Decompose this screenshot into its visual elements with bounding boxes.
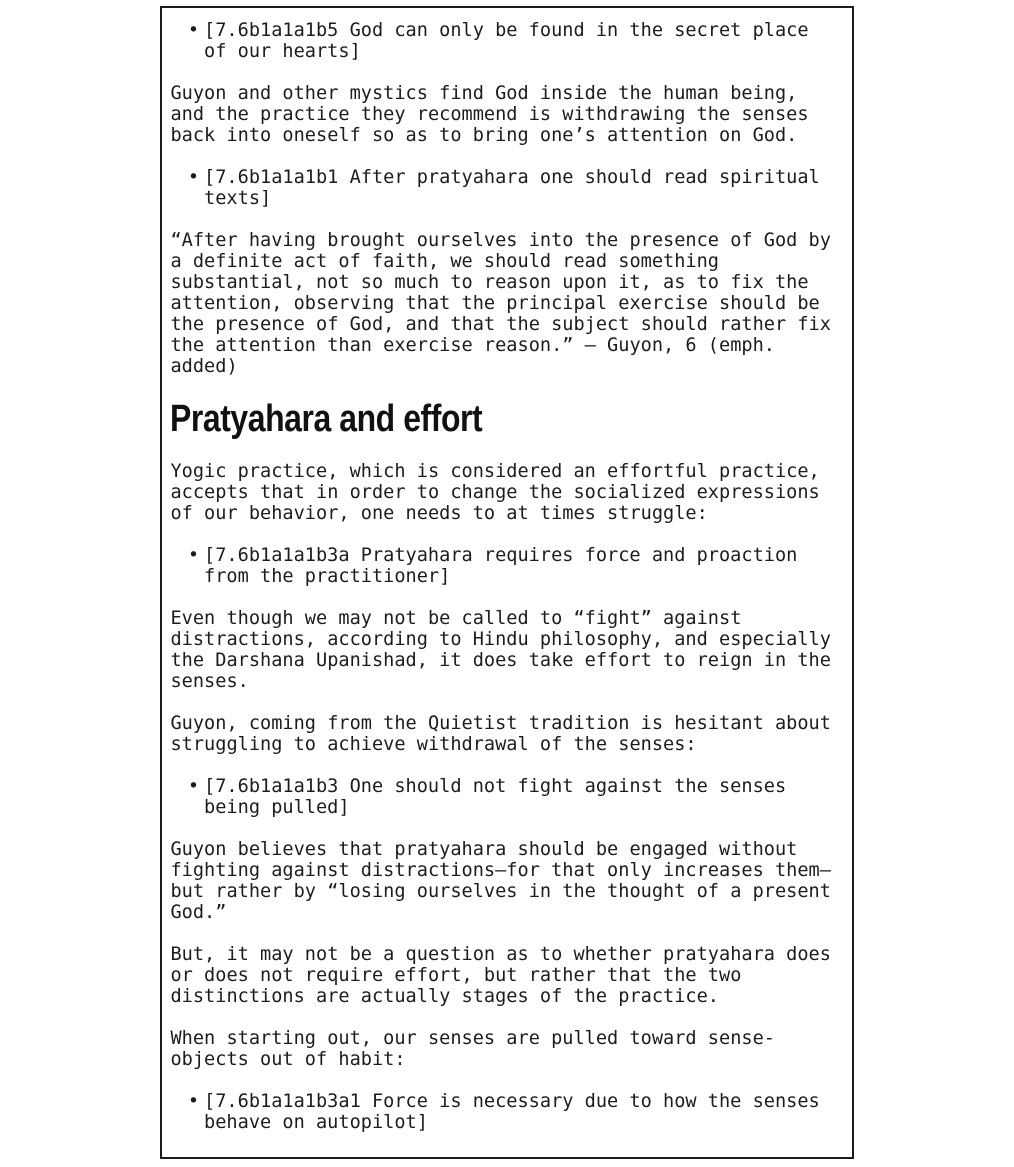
paragraph: Yogic practice, which is considered an effortful practice, accepts that in order to change the socialized expressions of our behavior, one needs to at times struggle:	[170, 461, 820, 524]
paragraph: Guyon, coming from the Quietist tradition is hesitant about struggling to achieve withdrawal of the senses:	[170, 713, 831, 755]
bullet-icon: •	[187, 20, 200, 41]
paragraph: “After having brought ourselves into the presence of God by a definite act of faith, we should read something substantial, not so much to reason upon it, as to fix the attention, observing that the principal exercise should be the presence of God, and that the subject should rather fix the attention than exercise reason.” — Guyon, 6 (emph. added)	[170, 230, 831, 377]
paragraph: Guyon and other mystics find God inside the human being, and the practice they recommend is withdrawing the senses back into oneself so as to bring one’s attention on God.	[170, 83, 809, 146]
paragraph: But, it may not be a question as to whether pratyahara does or does not require effort, but rather that the two distinctions are actually stages of the practice.	[170, 944, 831, 1007]
bullet-icon: •	[187, 776, 200, 797]
section-heading: Pratyahara and effort	[170, 398, 483, 440]
bullet-icon: •	[187, 545, 200, 566]
list-item-text: [7.6b1a1a1b5 God can only be found in the secret place of our hearts]	[204, 20, 809, 62]
content-frame	[160, 6, 853, 1159]
list-item-text: [7.6b1a1a1b1 After pratyahara one should read spiritual texts]	[204, 167, 820, 209]
bullet-icon: •	[187, 167, 200, 188]
list-item	[170, 20, 836, 62]
bullet-icon: •	[187, 1091, 200, 1112]
paragraph: Guyon believes that pratyahara should be engaged without fighting against distractions—for that only increases them—but rather by “losing ourselves in the thought of a present God.”	[170, 839, 831, 923]
paragraph: When starting out, our senses are pulled toward sense-objects out of habit:	[170, 1028, 775, 1070]
list-item	[170, 776, 836, 818]
paragraph: Even though we may not be called to “fight” against distractions, according to Hindu philosophy, and especially the Darshana Upanishad, it does take effort to reign in the senses.	[170, 608, 831, 692]
list-item-text: [7.6b1a1a1b3a1 Force is necessary due to how the senses behave on autopilot]	[204, 1091, 820, 1133]
list-item-text: [7.6b1a1a1b3 One should not fight against the senses being pulled]	[204, 776, 787, 818]
list-item	[170, 167, 836, 209]
list-item-text: [7.6b1a1a1b3a Pratyahara requires force and proaction from the practitioner]	[204, 545, 798, 587]
document-page	[0, 6, 1014, 1159]
list-item	[170, 545, 836, 587]
list-item	[170, 1091, 836, 1133]
